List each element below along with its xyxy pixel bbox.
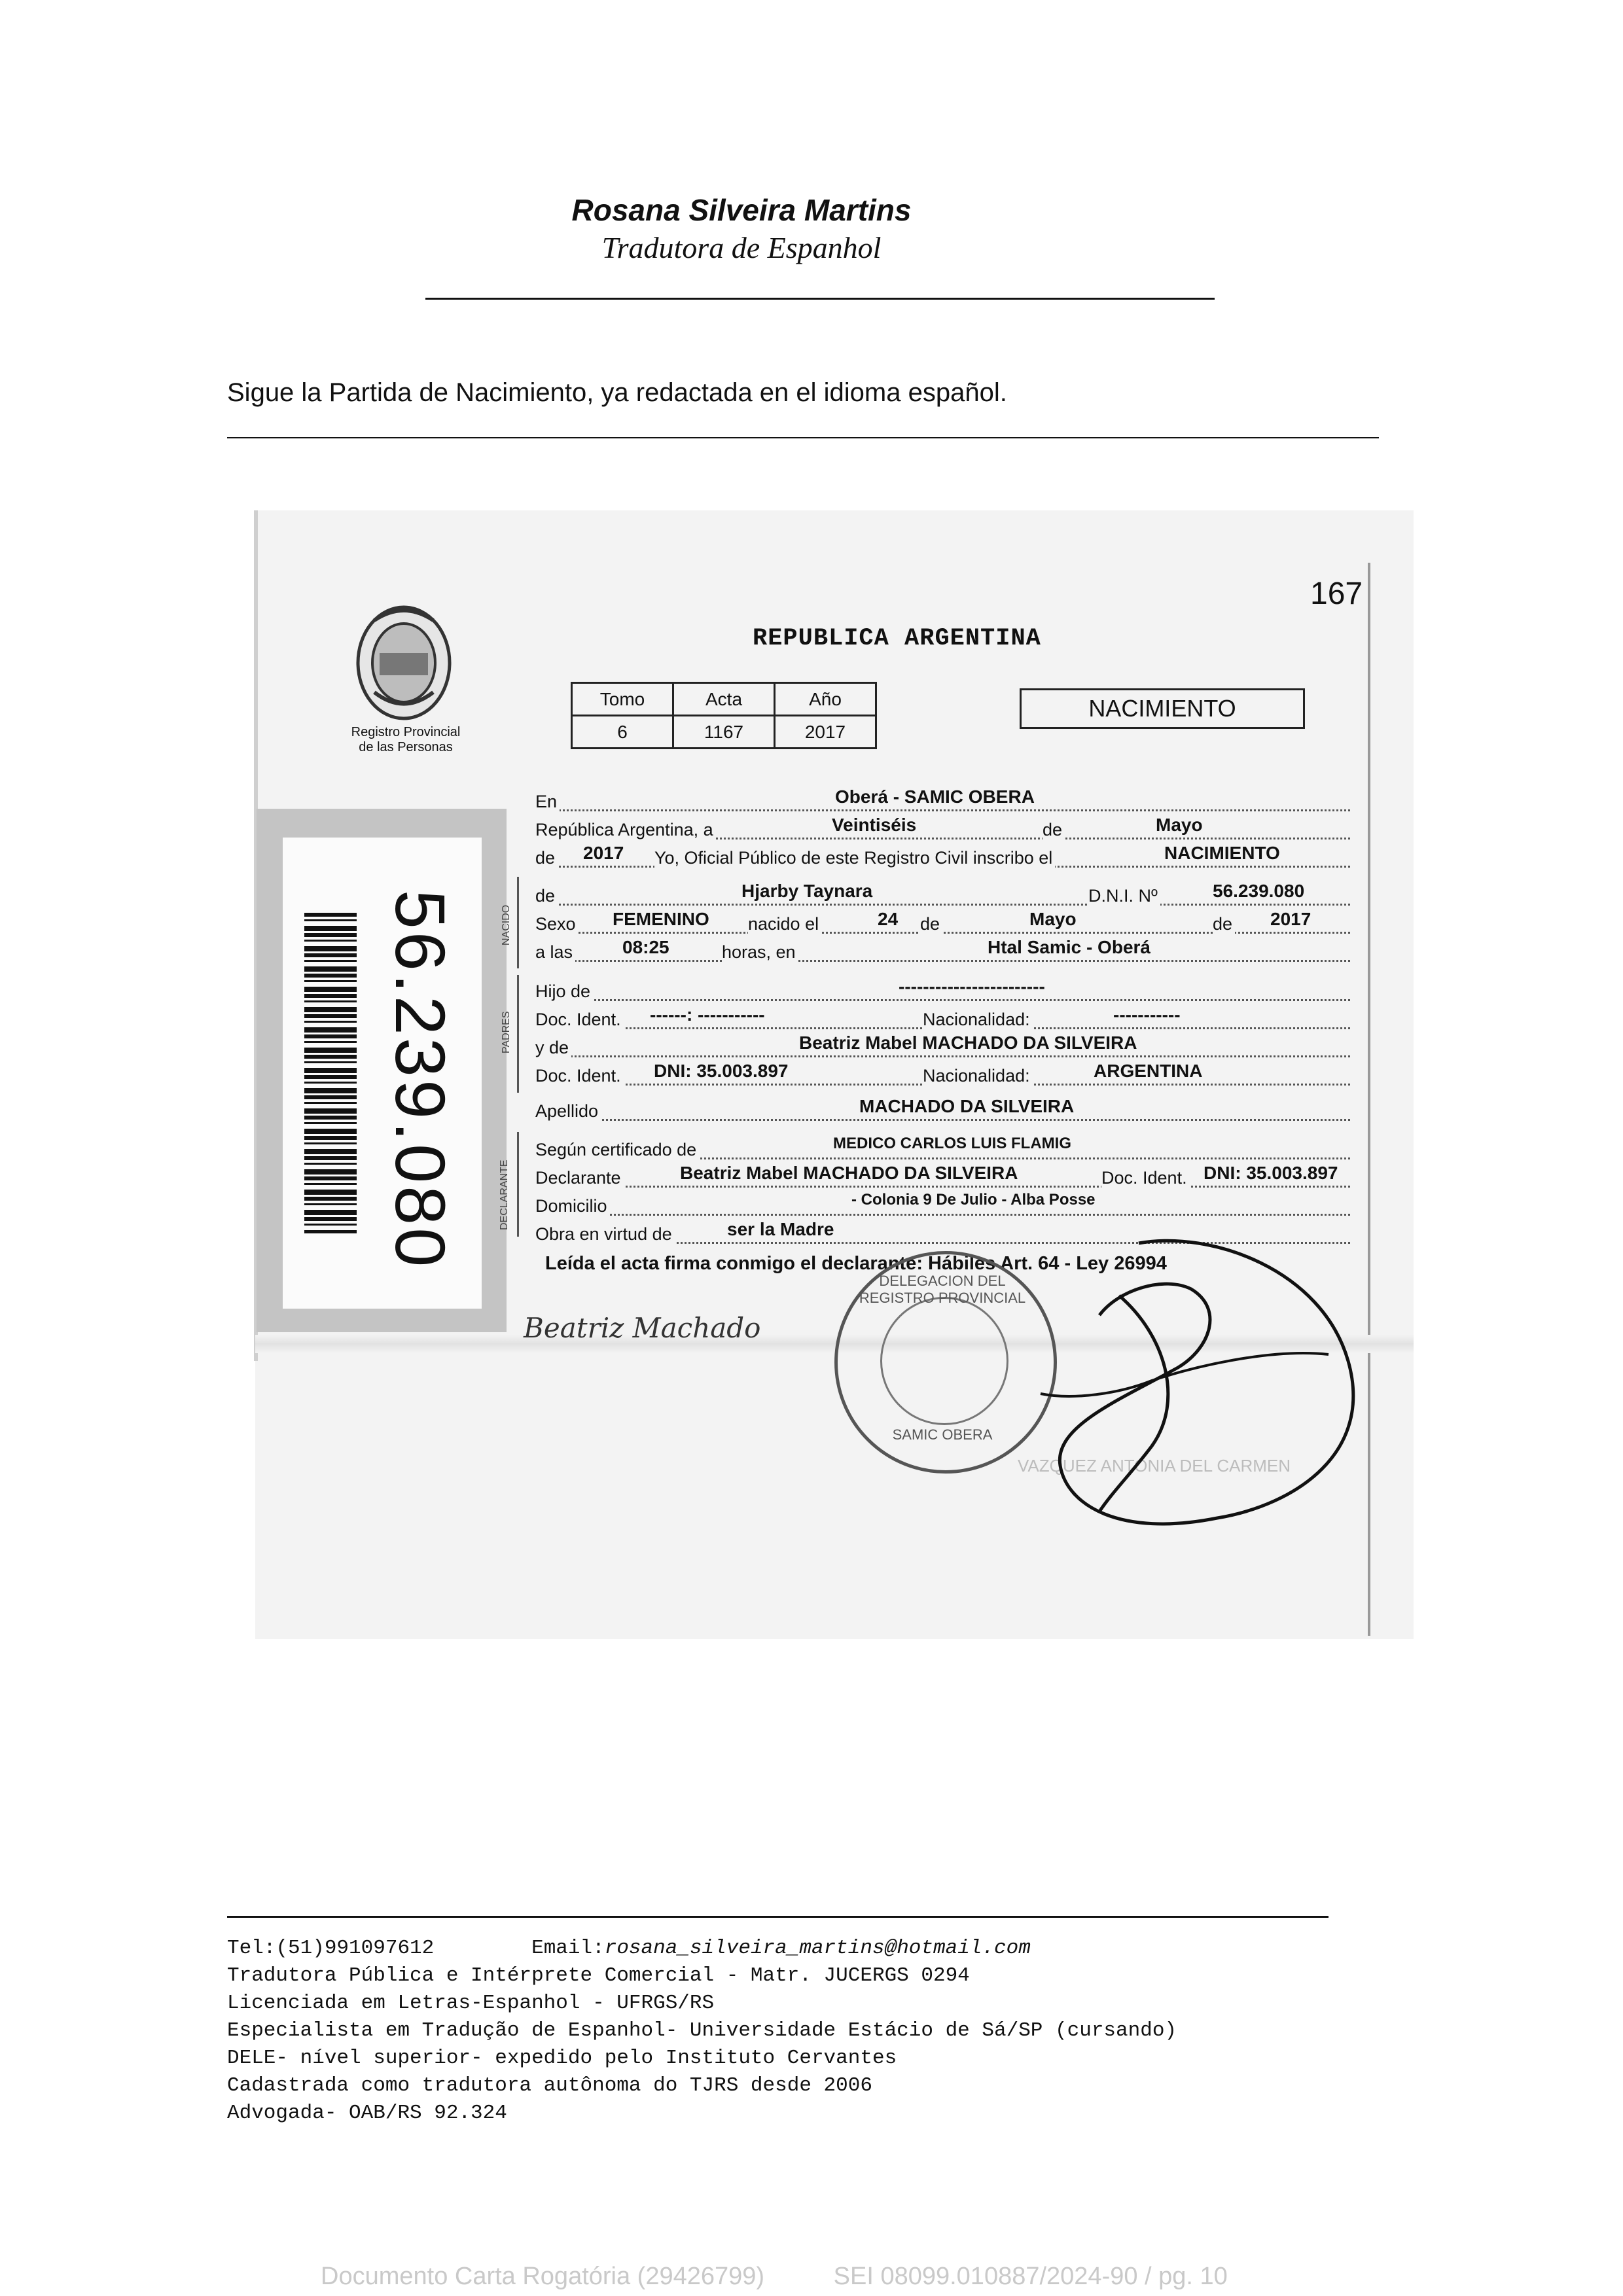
- value-capacity: ser la Madre: [725, 1219, 836, 1240]
- value-father: ------------------------: [897, 976, 1047, 997]
- label-en: En: [535, 792, 560, 812]
- label-hijo: Hijo de: [535, 981, 593, 1002]
- line-mother: [535, 1033, 1350, 1060]
- value-birth-month: Mayo: [1027, 909, 1079, 930]
- translator-role: Tradutora de Espanhol: [601, 231, 882, 264]
- footer-divider: [227, 1916, 1329, 1918]
- label-doc-father: Doc. Ident.: [535, 1010, 624, 1030]
- value-father-doc: ------: -----------: [648, 1004, 767, 1025]
- record-table: [571, 682, 877, 749]
- label-nacido: nacido el: [748, 914, 821, 934]
- footer-email-label: Email:: [531, 1937, 605, 1960]
- value-child-name: Hjarby Taynara: [740, 881, 874, 902]
- value-sex: FEMENINO: [611, 909, 711, 930]
- faded-stamp-name: VAZQUEZ ANTONIA DEL CARMEN: [1018, 1456, 1291, 1475]
- label-a-las: a las: [535, 942, 575, 963]
- footer-line-6: Advogada- OAB/RS 92.324: [227, 2102, 507, 2125]
- label-certificado: Según certificado de: [535, 1140, 699, 1160]
- letterhead-divider: [425, 298, 1215, 300]
- value-physician: MEDICO CARLOS LUIS FLAMIG: [831, 1135, 1073, 1153]
- value-day: Veintiséis: [830, 815, 918, 836]
- label-de-name: de: [535, 886, 558, 906]
- stamp-text-bottom: SAMIC OBERA: [892, 1426, 993, 1443]
- section-divider-declarante: [517, 1132, 519, 1237]
- value-mother-nationality: ARGENTINA: [1092, 1061, 1204, 1082]
- value-act-type: NACIMIENTO: [1162, 843, 1282, 864]
- folio-number: 167: [1310, 576, 1363, 611]
- value-birth-year: 2017: [1268, 909, 1313, 930]
- line-sex: [535, 909, 1350, 936]
- official-signature-icon: [903, 1230, 1374, 1597]
- line-address: [535, 1191, 1350, 1218]
- barcode-number: 56.239.080: [381, 889, 460, 1270]
- label-republica: República Argentina, a: [535, 820, 716, 840]
- value-mother-name: Beatriz Mabel MACHADO DA SILVEIRA: [797, 1033, 1139, 1053]
- value-declarant-name: Beatriz Mabel MACHADO DA SILVEIRA: [678, 1163, 1020, 1184]
- record-header-acta: Acta: [673, 683, 775, 716]
- line-name: [535, 881, 1350, 908]
- value-father-nationality: -----------: [1111, 1004, 1183, 1025]
- value-mother-dni: DNI: 35.003.897: [652, 1061, 790, 1082]
- value-place: Oberá - SAMIC OBERA: [833, 786, 1037, 807]
- certificate-title: REPUBLICA ARGENTINA: [753, 625, 1041, 652]
- value-month: Mayo: [1154, 815, 1205, 836]
- label-official: Yo, Oficial Público de este Registro Civil inscribo el: [654, 848, 1055, 868]
- translator-name: Rosana Silveira Martins: [571, 193, 912, 227]
- record-value-anio: 2017: [775, 716, 876, 749]
- record-value-acta: 1167: [673, 716, 775, 749]
- closing-statement: Leída el acta firma conmigo el declarante: Hábiles Art. 64 - Ley 26994: [545, 1253, 1167, 1274]
- label-horas: horas, en: [722, 942, 798, 963]
- label-nat-father: Nacionalidad:: [923, 1010, 1033, 1030]
- value-birth-place: Htal Samic - Oberá: [986, 937, 1152, 958]
- value-address: - Colonia 9 De Julio - Alba Posse: [849, 1191, 1097, 1209]
- line-father-doc: [535, 1004, 1350, 1032]
- label-de-birthmonth: de: [920, 914, 942, 934]
- record-header-tomo: Tomo: [572, 683, 673, 716]
- line-year: [535, 843, 1350, 870]
- line-republica: [535, 815, 1350, 842]
- intro-text: Sigue la Partida de Nacimiento, ya redactada en el idioma español.: [227, 378, 1007, 407]
- section-divider-nacido: [517, 877, 519, 968]
- footer-line-4: DELE- nível superior- expedido pelo Instituto Cervantes: [227, 2047, 897, 2070]
- label-doc-declarant: Doc. Ident.: [1101, 1168, 1190, 1188]
- line-father: [535, 976, 1350, 1004]
- value-year: 2017: [581, 843, 626, 864]
- line-surname: [535, 1096, 1350, 1123]
- label-de-month: de: [1043, 820, 1065, 840]
- label-sexo: Sexo: [535, 914, 579, 934]
- label-doc-mother: Doc. Ident.: [535, 1066, 624, 1086]
- sei-footer: [321, 2263, 1228, 2291]
- value-child-dni: 56.239.080: [1211, 881, 1306, 902]
- line-en: [535, 786, 1350, 814]
- sei-document-ref: Documento Carta Rogatória (29426799): [321, 2263, 765, 2290]
- footer-contact-line: [227, 1937, 1031, 1960]
- value-birth-time: 08:25: [620, 937, 671, 958]
- value-birth-day: 24: [876, 909, 900, 930]
- footer-tel: Tel:(51)991097612: [227, 1937, 435, 1960]
- footer-email: rosana_silveira_martins@hotmail.com: [604, 1937, 1031, 1960]
- registry-caption: [327, 725, 484, 755]
- stamp-text-top: DELEGACION DEL REGISTRO PROVINCIAL: [859, 1273, 1026, 1306]
- value-declarant-dni: DNI: 35.003.897: [1202, 1163, 1340, 1184]
- registry-caption-line2: de las Personas: [359, 740, 453, 754]
- certificate-type-box: NACIMIENTO: [1020, 688, 1305, 729]
- label-domicilio: Domicilio: [535, 1196, 610, 1216]
- side-label-padres: PADRES: [501, 1011, 512, 1053]
- label-apellido: Apellido: [535, 1101, 601, 1122]
- side-label-declarante: DECLARANTE: [499, 1159, 510, 1230]
- record-value-tomo: 6: [572, 716, 673, 749]
- line-mother-doc: [535, 1061, 1350, 1088]
- footer-line-2: Licenciada em Letras-Espanhol - UFRGS/RS: [227, 1992, 715, 2015]
- misiones-seal-icon: [348, 601, 459, 725]
- barcode-icon: [304, 913, 357, 1233]
- value-surname: MACHADO DA SILVEIRA: [857, 1096, 1076, 1117]
- label-y-de: y de: [535, 1038, 571, 1058]
- label-nat-mother: Nacionalidad:: [923, 1066, 1033, 1086]
- intro-divider: [227, 437, 1379, 438]
- footer-line-1: Tradutora Pública e Intérprete Comercial - Matr. JUCERGS 0294: [227, 1964, 970, 1987]
- label-declarante: Declarante: [535, 1168, 624, 1188]
- registry-caption-line1: Registro Provincial: [351, 725, 461, 739]
- footer-line-3: Especialista em Tradução de Espanhol- Universidade Estácio de Sá/SP (cursando): [227, 2019, 1177, 2042]
- footer-line-5: Cadastrada como tradutora autônoma do TJRS desde 2006: [227, 2074, 872, 2097]
- declarant-signature: Beatriz Machado: [524, 1312, 761, 1344]
- label-de-birthyear: de: [1213, 914, 1235, 934]
- line-certificate: [535, 1135, 1350, 1162]
- sei-process-page: SEI 08099.010887/2024-90 / pg. 10: [833, 2263, 1228, 2290]
- record-header-anio: Año: [775, 683, 876, 716]
- line-declarant: [535, 1163, 1350, 1190]
- side-label-nacido: NACIDO: [501, 904, 512, 945]
- label-obra: Obra en virtud de: [535, 1224, 675, 1245]
- section-divider-padres: [517, 975, 519, 1093]
- label-de-year: de: [535, 848, 558, 868]
- label-dni: D.N.I. Nº: [1088, 886, 1160, 906]
- line-time: [535, 937, 1350, 964]
